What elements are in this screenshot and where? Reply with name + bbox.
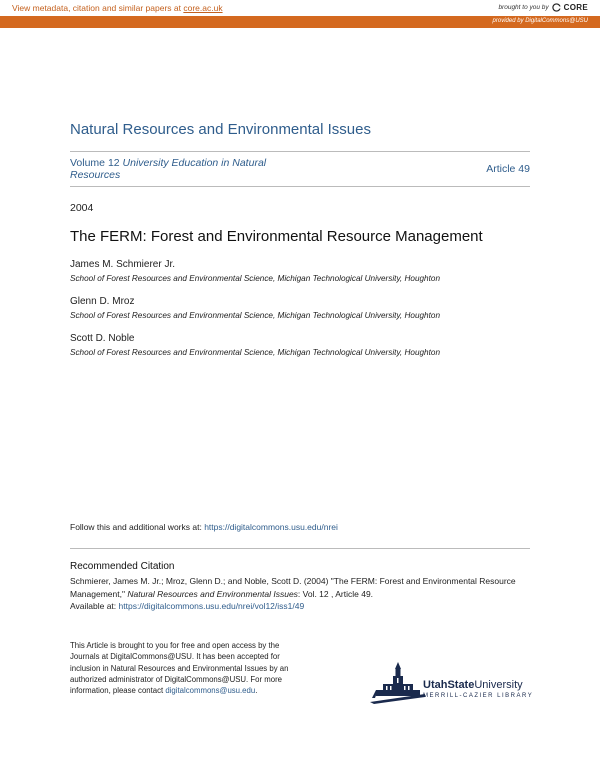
core-link-prefix: View metadata, citation and similar papers at	[12, 3, 184, 13]
usu-name-rest: University	[474, 679, 523, 691]
author-affiliation: School of Forest Resources and Environmental Science, Michigan Technological University, Houghton	[70, 348, 440, 357]
follow-line	[70, 522, 338, 532]
access-statement	[70, 640, 305, 696]
usu-name-bold: UtahState	[423, 679, 475, 691]
author-name: Glenn D. Mroz	[70, 296, 135, 307]
citation-journal: Natural Resources and Environmental Issues	[127, 588, 298, 599]
citation-text: Schmierer, James M. Jr.; Mroz, Glenn D.; and Noble, Scott D. (2004) "The FERM: Forest and Environmental Resource Management,"	[70, 576, 516, 599]
citation-volume: : Vol. 12 , Article 49.	[297, 588, 374, 599]
core-header	[0, 0, 600, 16]
author-affiliation: School of Forest Resources and Environmental Science, Michigan Technological University, Houghton	[70, 311, 440, 320]
citation-link[interactable]: https://digitalcommons.usu.edu/nrei/vol12/iss1/49	[118, 601, 305, 611]
library-name: MERRILL-CAZIER LIBRARY	[423, 693, 534, 699]
core-logo-icon	[552, 3, 561, 12]
core-provided-bar	[0, 16, 600, 28]
follow-text: Follow this and additional works at:	[70, 522, 205, 532]
issue-title: University Education in Natural Resources	[70, 157, 267, 181]
divider	[70, 548, 530, 549]
article-number[interactable]: Article 49	[486, 163, 530, 175]
core-brand[interactable]	[498, 3, 588, 12]
recommended-citation	[70, 575, 532, 613]
follow-link[interactable]: https://digitalcommons.usu.edu/nrei	[204, 522, 338, 532]
volume-issue[interactable]	[70, 157, 300, 181]
journal-title[interactable]: Natural Resources and Environmental Issues	[70, 121, 371, 138]
core-logo-text: CORE	[563, 3, 588, 12]
usu-library-logo	[370, 660, 535, 705]
contact-email-link[interactable]: digitalcommons@usu.edu	[165, 686, 256, 696]
core-link-url[interactable]: core.ac.uk	[183, 3, 223, 13]
core-provided-by[interactable]: provided by DigitalCommons@USU	[492, 18, 588, 24]
old-main-tower-icon	[370, 660, 425, 705]
author-affiliation: School of Forest Resources and Environmental Science, Michigan Technological University, Houghton	[70, 274, 440, 283]
volume-number: Volume 12	[70, 157, 123, 169]
core-metadata-link[interactable]	[12, 3, 223, 13]
available-label: Available at:	[70, 601, 119, 611]
author-name: Scott D. Noble	[70, 333, 135, 344]
access-end: .	[255, 686, 258, 696]
recommended-citation-heading: Recommended Citation	[70, 561, 175, 572]
author-name: James M. Schmierer Jr.	[70, 259, 176, 270]
core-brought-by: brought to you by	[498, 4, 549, 11]
divider	[70, 186, 530, 187]
article-title: The FERM: Forest and Environmental Resource Management	[70, 228, 483, 245]
publication-year: 2004	[70, 202, 94, 214]
divider	[70, 151, 530, 152]
usu-name	[423, 679, 523, 691]
access-text: This Article is brought to you for free and open access by the Journals at DigitalCommons@USU. It has been accepted for inclusion in Natural Resources and Environmental Issues by an authorized administrator of DigitalCommons@USU. For more information, please contact	[70, 641, 289, 696]
